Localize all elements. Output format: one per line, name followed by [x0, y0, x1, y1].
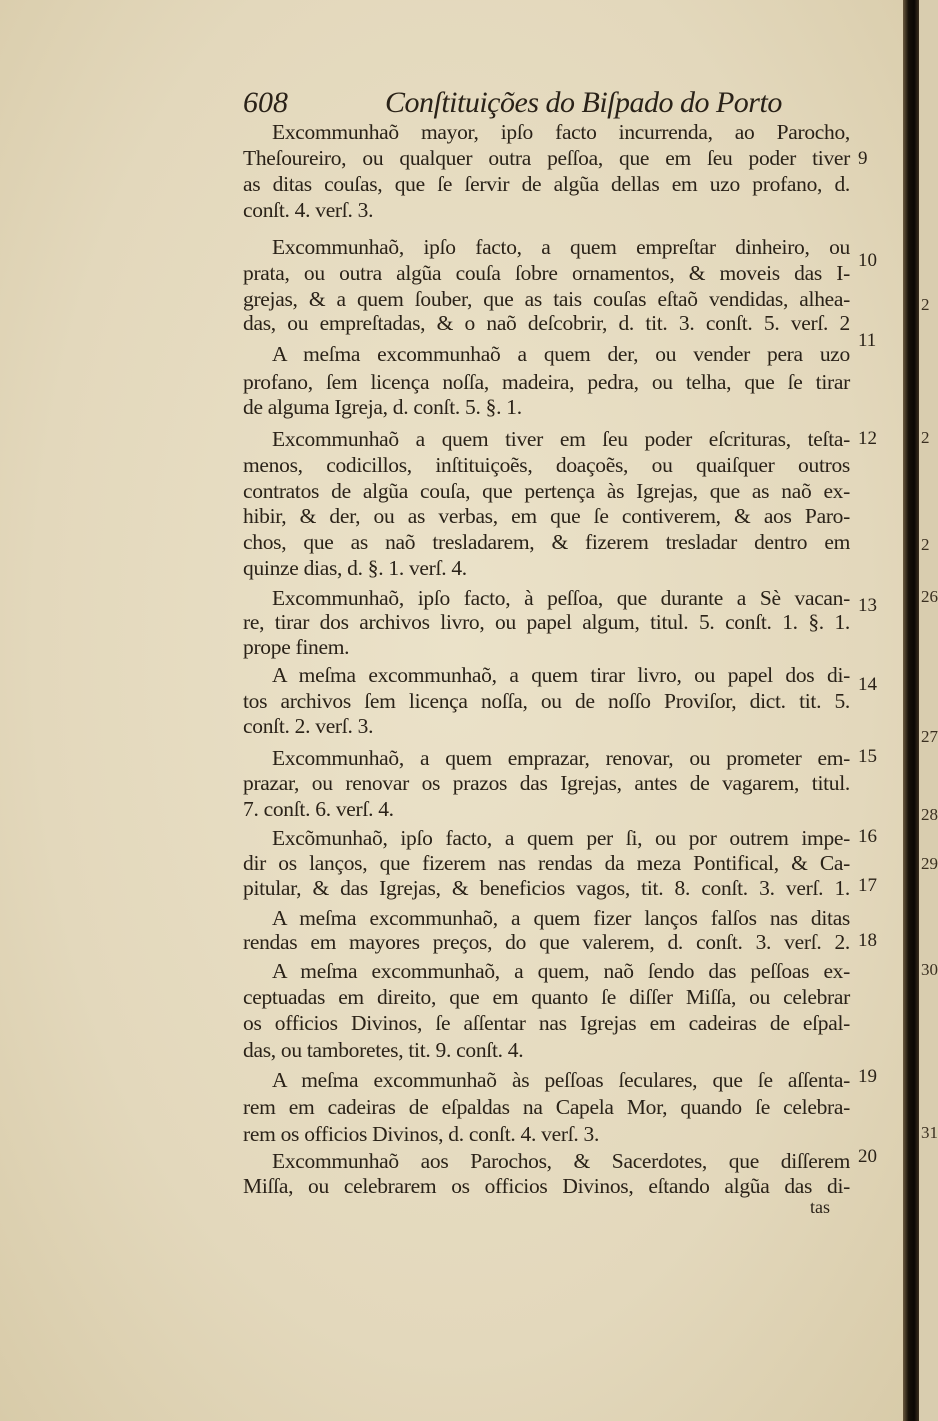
- margin-number: 16: [858, 826, 877, 847]
- facing-page-number: 30: [921, 960, 938, 979]
- facing-page-number: 2: [921, 428, 930, 447]
- text-line: rem em cadeiras de eſpaldas na Capela Mor, quando ſe celebra-: [243, 1095, 850, 1119]
- text-line: Theſoureiro, ou qualquer outra peſſoa, que em ſeu poder tiver: [243, 146, 850, 170]
- page-number: 608: [243, 86, 288, 119]
- text-line: hibir, & der, ou as verbas, em que ſe contiverem, & aos Paro-: [243, 504, 850, 528]
- margin-number: 11: [858, 330, 877, 351]
- text-line: rem os officios Divinos, d. conſt. 4. verſ. 3.: [243, 1122, 600, 1146]
- text-line: Miſſa, ou celebrarem os officios Divinos, eſtando algũa das di-: [243, 1174, 850, 1198]
- text-line: re, tirar dos archivos livro, ou papel algum, titul. 5. conſt. 1. §. 1.: [243, 610, 850, 634]
- facing-page-number: 26: [921, 587, 938, 606]
- facing-page-number: 2: [921, 295, 930, 314]
- text-line: contratos de algũa couſa, que pertença às Igrejas, que as naõ ex-: [243, 479, 850, 503]
- text-line: prazar, ou renovar os prazos das Igrejas, antes de vagarem, titul.: [243, 771, 850, 795]
- catchword: tas: [810, 1197, 830, 1217]
- text-line: as ditas couſas, que ſe ſervir de algũa dellas em uzo profano, d.: [243, 172, 850, 196]
- margin-number: 9: [858, 148, 868, 169]
- text-line: Excõmunhaõ, ipſo facto, a quem per ſi, ou por outrem impe-: [272, 826, 850, 850]
- text-line: quinze dias, d. §. 1. verſ. 4.: [243, 556, 467, 580]
- facing-page-number: 2: [921, 535, 930, 554]
- margin-number: 12: [858, 428, 877, 449]
- margin-number: 10: [858, 250, 877, 271]
- margin-number: 20: [858, 1146, 877, 1167]
- text-line: A meſma excommunhaõ a quem der, ou vender pera uzo: [272, 342, 850, 366]
- text-line: Excommunhaõ, ipſo facto, à peſſoa, que durante a Sè vacan-: [272, 586, 850, 610]
- text-line: menos, codicillos, inſtituiçoẽs, doaçoẽs, ou quaiſquer outros: [243, 453, 850, 477]
- text-line: grejas, & a quem ſouber, que as tais couſas eſtaõ vendidas, alhea-: [243, 287, 850, 311]
- text-line: A meſma excommunhaõ, a quem tirar livro, ou papel dos di-: [272, 663, 850, 687]
- facing-page-number: 31: [921, 1123, 938, 1142]
- text-line: prata, ou outra algũa couſa ſobre ornamentos, & moveis das I-: [243, 261, 850, 285]
- text-line: conſt. 2. verſ. 3.: [243, 714, 374, 738]
- text-line: rendas em mayores preços, do que valerem, d. conſt. 3. verſ. 2.: [243, 930, 850, 954]
- text-line: Excommunhaõ, a quem emprazar, renovar, ou prometer em-: [272, 746, 850, 770]
- text-line: A meſma excommunhaõ às peſſoas ſeculares, que ſe aſſenta-: [272, 1068, 850, 1092]
- text-line: prope finem.: [243, 635, 350, 659]
- text-line: Excommunhaõ, ipſo facto, a quem empreſtar dinheiro, ou: [272, 235, 850, 259]
- margin-number: 14: [858, 674, 877, 695]
- text-line: Excommunhaõ aos Parochos, & Sacerdotes, que diſſerem: [272, 1149, 850, 1173]
- text-line: dir os lanços, que fizerem nas rendas da meza Pontifical, & Ca-: [243, 851, 850, 875]
- text-line: pitular, & das Igrejas, & beneficios vagos, tit. 8. conſt. 3. verſ. 1.: [243, 876, 850, 900]
- text-line: Excommunhaõ a quem tiver em ſeu poder eſcrituras, teſta-: [272, 427, 850, 451]
- text-line: das, ou tamboretes, tit. 9. conſt. 4.: [243, 1038, 524, 1062]
- text-line: chos, que as naõ tresladarem, & fizerem tresladar dentro em: [243, 530, 850, 554]
- text-line: A meſma excommunhaõ, a quem, naõ ſendo das peſſoas ex-: [272, 959, 850, 983]
- text-line: de alguma Igreja, d. conſt. 5. §. 1.: [243, 395, 522, 419]
- text-line: 7. conſt. 6. verſ. 4.: [243, 797, 394, 821]
- text-line: Excommunhaõ mayor, ipſo facto incurrenda, ao Parocho,: [272, 120, 850, 144]
- margin-number: 13: [858, 595, 877, 616]
- margin-number: 17: [858, 875, 877, 896]
- facing-page-number: 28: [921, 805, 938, 824]
- facing-page-edge: [919, 0, 938, 1421]
- margin-number: 19: [858, 1066, 877, 1087]
- facing-page-number: 27: [921, 727, 938, 746]
- margin-number: 15: [858, 746, 877, 767]
- text-line: das, ou empreſtadas, & o naõ deſcobrir, d. tit. 3. conſt. 5. verſ. 2: [243, 311, 850, 335]
- text-line: os officios Divinos, ſe aſſentar nas Igrejas em cadeiras de eſpal-: [243, 1011, 850, 1035]
- text-line: ceptuadas em direito, que em quanto ſe diſſer Miſſa, ou celebrar: [243, 985, 850, 1009]
- text-line: profano, ſem licença noſſa, madeira, pedra, ou telha, que ſe tirar: [243, 370, 850, 394]
- margin-number: 18: [858, 930, 877, 951]
- book-gutter: [903, 0, 919, 1421]
- text-line: conſt. 4. verſ. 3.: [243, 198, 374, 222]
- text-line: tos archivos ſem licença noſſa, ou de noſſo Proviſor, dict. tit. 5.: [243, 689, 850, 713]
- running-head: Conſtituições do Biſpado do Porto: [385, 86, 782, 119]
- text-line: A meſma excommunhaõ, a quem fizer lanços falſos nas ditas: [272, 906, 850, 930]
- facing-page-number: 29: [921, 854, 938, 873]
